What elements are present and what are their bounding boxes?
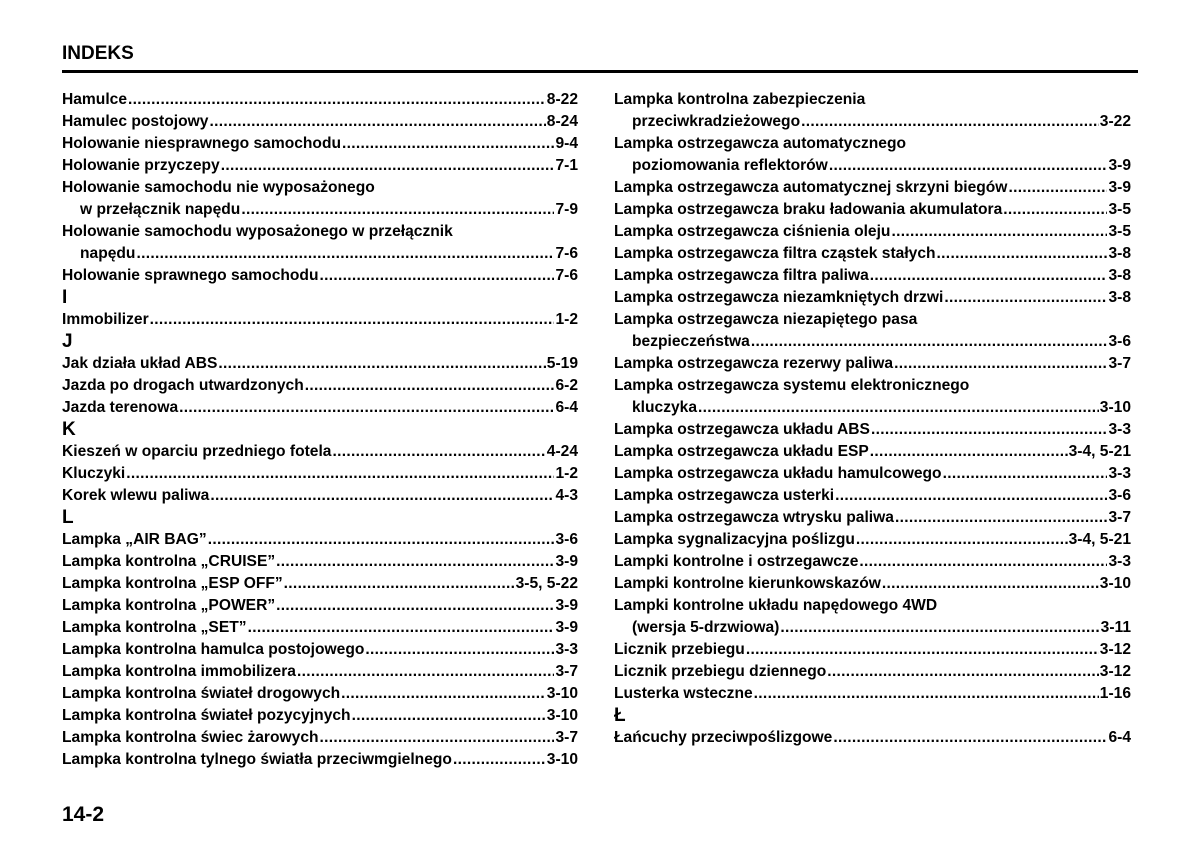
index-entry-text: Lampka kontrolna tylnego światła przeciwmgielnego	[62, 751, 452, 768]
index-entry-page: 3-12	[1099, 641, 1131, 658]
index-entry-text: Lampka ostrzegawcza układu hamulcowego	[614, 465, 942, 482]
index-entry	[62, 727, 578, 749]
index-entry-text: Lampki kontrolne układu napędowego 4WD	[614, 597, 938, 614]
index-entry	[614, 727, 1131, 749]
dot-leader	[221, 155, 555, 177]
index-entry-text: Lampka ostrzegawcza automatycznej skrzyni biegów	[614, 179, 1008, 196]
index-entry-text: Lampka ostrzegawcza braku ładowania akumulatora	[614, 201, 1003, 218]
index-entry	[62, 375, 578, 397]
index-entry	[62, 683, 578, 705]
index-entry-page: 3-5, 5-22	[515, 575, 578, 592]
index-entry-page: 3-10	[1099, 399, 1131, 416]
index-entry	[62, 111, 578, 133]
dot-leader	[305, 375, 555, 397]
index-entry	[614, 551, 1131, 573]
index-entry	[614, 661, 1131, 683]
index-entry	[62, 551, 578, 573]
index-entry-text: Holowanie przyczepy	[62, 157, 220, 174]
dot-leader	[829, 155, 1108, 177]
index-letter-heading	[62, 287, 578, 309]
index-entry-text: Lampka ostrzegawcza wtrysku paliwa	[614, 509, 894, 526]
index-entry-text: Lampka sygnalizacyjna poślizgu	[614, 531, 855, 548]
index-entry-page: 9-4	[555, 135, 578, 152]
index-entry	[62, 441, 578, 463]
index-entry-page: 3-8	[1108, 289, 1131, 306]
index-entry	[614, 683, 1131, 705]
index-entry-text: Lampka ostrzegawcza układu ABS	[614, 421, 870, 438]
index-entry-page: 3-4, 5-21	[1068, 531, 1131, 548]
index-entry-page: 3-10	[1099, 575, 1131, 592]
index-entry-text: Lampka ostrzegawcza rezerwy paliwa	[614, 355, 894, 372]
index-entry	[614, 529, 1131, 551]
dot-leader	[210, 485, 554, 507]
index-entry-page: 3-3	[1108, 553, 1131, 570]
index-entry-text: Lampka kontrolna świec żarowych	[62, 729, 319, 746]
index-entry-page: 7-6	[555, 267, 578, 284]
dot-leader	[698, 397, 1099, 419]
index-entry-text: Holowanie niesprawnego samochodu	[62, 135, 341, 152]
index-entry-text: Kluczyki	[62, 465, 126, 482]
index-letter-heading	[614, 705, 1131, 727]
dot-leader	[276, 551, 554, 573]
index-entry-page: 3-7	[555, 729, 578, 746]
header-rule	[62, 70, 1138, 73]
index-column-right	[614, 89, 1131, 749]
index-entry-page: 3-7	[1108, 355, 1131, 372]
index-entry-page: 3-8	[1108, 267, 1131, 284]
index-entry	[62, 199, 578, 221]
index-entry-text: Lampka „AIR BAG”	[62, 531, 207, 548]
index-entry	[614, 617, 1131, 639]
index-entry	[614, 111, 1131, 133]
index-entry	[614, 177, 1131, 199]
dot-leader	[754, 683, 1099, 705]
index-entry-text: Jak działa układ ABS	[62, 355, 218, 372]
index-entry-text: Korek wlewu paliwa	[62, 487, 210, 504]
index-entry-text: Lampka ostrzegawcza niezamkniętych drzwi	[614, 289, 944, 306]
index-entry-page: 3-10	[546, 707, 578, 724]
dot-leader	[297, 661, 554, 683]
index-entry-page: 7-1	[555, 157, 578, 174]
dot-leader	[833, 727, 1107, 749]
index-title: INDEKS	[62, 43, 134, 64]
index-entry	[614, 133, 1131, 155]
index-entry-text: Kieszeń w oparciu przedniego fotela	[62, 443, 332, 460]
index-entry	[614, 265, 1131, 287]
index-entry-text: Lampka ostrzegawcza filtra cząstek stałych	[614, 245, 936, 262]
dot-leader	[342, 133, 554, 155]
index-entry-page: 1-2	[555, 311, 578, 328]
index-entry	[614, 639, 1131, 661]
index-entry-text: kluczyka	[632, 399, 698, 416]
index-entry-page: 3-9	[555, 619, 578, 636]
index-entry-page: 8-24	[546, 113, 578, 130]
index-entry	[614, 89, 1131, 111]
dot-leader	[136, 243, 554, 265]
index-entry-text: K	[62, 419, 76, 440]
index-entry-text: napędu	[80, 245, 136, 262]
index-entry	[62, 595, 578, 617]
index-entry-text: Lampka kontrolna „SET”	[62, 619, 247, 636]
dot-leader	[179, 397, 554, 419]
index-entry-text: Lampka kontrolna hamulca postojowego	[62, 641, 365, 658]
index-entry-text: (wersja 5-drzwiowa)	[632, 619, 780, 636]
index-entry-text: Lampka ostrzegawcza systemu elektronicznego	[614, 377, 970, 394]
index-entry	[614, 463, 1131, 485]
index-entry	[62, 705, 578, 727]
index-entry	[62, 177, 578, 199]
index-entry-page: 1-2	[555, 465, 578, 482]
index-entry	[614, 221, 1131, 243]
dot-leader	[856, 529, 1068, 551]
index-entry-page: 3-9	[555, 553, 578, 570]
index-entry-text: bezpieczeństwa	[632, 333, 750, 350]
index-entry-text: Lampka kontrolna immobilizera	[62, 663, 296, 680]
index-entry-text: Lampka ostrzegawcza układu ESP	[614, 443, 869, 460]
dot-leader	[126, 463, 554, 485]
index-entry-text: Hamulce	[62, 91, 128, 108]
index-entry-page: 8-22	[546, 91, 578, 108]
index-entry	[62, 89, 578, 111]
index-entry	[614, 595, 1131, 617]
index-entry-page: 3-11	[1100, 619, 1131, 636]
index-letter-heading	[62, 507, 578, 529]
index-entry	[614, 309, 1131, 331]
dot-leader	[859, 551, 1107, 573]
index-entry-text: poziomowania reflektorów	[632, 157, 828, 174]
index-entry-page: 3-8	[1108, 245, 1131, 262]
dot-leader	[341, 683, 546, 705]
dot-leader	[801, 111, 1099, 133]
index-entry-text: I	[62, 287, 68, 308]
dot-leader	[218, 353, 545, 375]
dot-leader	[453, 749, 546, 771]
index-entry	[62, 463, 578, 485]
index-entry	[614, 199, 1131, 221]
index-entry-page: 4-24	[546, 443, 578, 460]
dot-leader	[937, 243, 1108, 265]
index-entry-text: Lampka kontrolna świateł drogowych	[62, 685, 341, 702]
index-entry-text: Holowanie samochodu wyposażonego w przełącznik	[62, 223, 453, 240]
dot-leader	[332, 441, 545, 463]
index-entry-page: 3-10	[546, 685, 578, 702]
index-entry-page: 4-3	[555, 487, 578, 504]
index-entry-text: J	[62, 331, 73, 352]
index-entry	[62, 617, 578, 639]
dot-leader	[1008, 177, 1107, 199]
index-entry-text: przeciwkradzieżowego	[632, 113, 801, 130]
index-entry	[614, 573, 1131, 595]
index-entry	[614, 485, 1131, 507]
index-entry	[62, 265, 578, 287]
index-column-left	[62, 89, 578, 771]
index-entry	[614, 507, 1131, 529]
index-entry	[62, 309, 578, 331]
index-entry-page: 3-7	[1108, 509, 1131, 526]
dot-leader	[835, 485, 1107, 507]
index-entry	[614, 419, 1131, 441]
dot-leader	[209, 111, 545, 133]
dot-leader	[780, 617, 1099, 639]
index-letter-heading	[62, 419, 578, 441]
dot-leader	[870, 441, 1068, 463]
index-entry-text: Łańcuchy przeciwpoślizgowe	[614, 729, 833, 746]
index-entry-page: 3-6	[1108, 487, 1131, 504]
index-entry-page: 3-10	[546, 751, 578, 768]
index-entry-text: Lampka ostrzegawcza niezapiętego pasa	[614, 311, 918, 328]
index-entry-text: Lampka ostrzegawcza usterki	[614, 487, 835, 504]
index-entry	[614, 441, 1131, 463]
index-entry	[62, 485, 578, 507]
index-entry-text: Jazda terenowa	[62, 399, 179, 416]
dot-leader	[241, 199, 554, 221]
index-entry-page: 3-6	[1108, 333, 1131, 350]
dot-leader	[284, 573, 515, 595]
index-entry-page: 3-4, 5-21	[1068, 443, 1131, 460]
index-entry-page: 3-5	[1108, 223, 1131, 240]
index-entry	[614, 331, 1131, 353]
index-entry	[62, 353, 578, 375]
index-entry-text: Immobilizer	[62, 311, 149, 328]
index-entry-page: 3-9	[555, 597, 578, 614]
dot-leader	[751, 331, 1108, 353]
dot-leader	[150, 309, 555, 331]
index-entry-page: 1-16	[1099, 685, 1131, 702]
index-entry	[62, 133, 578, 155]
dot-leader	[882, 573, 1099, 595]
index-entry-text: Holowanie sprawnego samochodu	[62, 267, 319, 284]
dot-leader	[352, 705, 546, 727]
index-entry-text: Lampka kontrolna zabezpieczenia	[614, 91, 866, 108]
index-entry-page: 7-6	[555, 245, 578, 262]
dot-leader	[827, 661, 1099, 683]
index-entry-page: 6-4	[555, 399, 578, 416]
index-entry-page: 3-22	[1099, 113, 1131, 130]
index-entry-text: Lampka ostrzegawcza automatycznego	[614, 135, 907, 152]
index-entry	[62, 573, 578, 595]
index-entry-text: Lampka ostrzegawcza filtra paliwa	[614, 267, 869, 284]
index-entry-page: 3-3	[555, 641, 578, 658]
index-entry-page: 3-12	[1099, 663, 1131, 680]
index-entry	[614, 287, 1131, 309]
index-entry	[62, 529, 578, 551]
dot-leader	[943, 463, 1108, 485]
index-entry	[62, 243, 578, 265]
index-entry	[614, 375, 1131, 397]
dot-leader	[871, 419, 1108, 441]
index-entry-text: Lampka ostrzegawcza ciśnienia oleju	[614, 223, 891, 240]
dot-leader	[319, 265, 554, 287]
dot-leader	[894, 353, 1107, 375]
index-entry-text: Lampki kontrolne kierunkowskazów	[614, 575, 881, 592]
index-entry-text: Lampka kontrolna „CRUISE”	[62, 553, 276, 570]
index-entry	[62, 397, 578, 419]
index-entry-text: Licznik przebiegu dziennego	[614, 663, 827, 680]
dot-leader	[208, 529, 555, 551]
index-entry-text: Ł	[614, 705, 626, 726]
index-entry-page: 3-3	[1108, 421, 1131, 438]
index-entry	[614, 243, 1131, 265]
dot-leader	[895, 507, 1108, 529]
index-entry-text: Lampka kontrolna świateł pozycyjnych	[62, 707, 351, 724]
dot-leader	[365, 639, 554, 661]
index-entry-page: 6-2	[555, 377, 578, 394]
dot-leader	[320, 727, 555, 749]
index-entry	[614, 353, 1131, 375]
index-entry-page: 3-5	[1108, 201, 1131, 218]
dot-leader	[944, 287, 1107, 309]
index-letter-heading	[62, 331, 578, 353]
index-entry	[62, 221, 578, 243]
index-entry-text: Licznik przebiegu	[614, 641, 745, 658]
index-entry-text: Lampka kontrolna „POWER”	[62, 597, 276, 614]
index-entry	[614, 155, 1131, 177]
index-entry-text: Holowanie samochodu nie wyposażonego	[62, 179, 375, 196]
dot-leader	[870, 265, 1108, 287]
dot-leader	[746, 639, 1099, 661]
dot-leader	[1003, 199, 1107, 221]
index-entry	[62, 749, 578, 771]
index-entry-text: L	[62, 507, 74, 528]
index-entry-page: 5-19	[546, 355, 578, 372]
dot-leader	[891, 221, 1107, 243]
index-entry-page: 3-9	[1108, 157, 1131, 174]
dot-leader	[248, 617, 555, 639]
page-number: 14-2	[62, 803, 105, 826]
dot-leader	[128, 89, 546, 111]
index-entry	[62, 639, 578, 661]
index-entry-page: 3-7	[555, 663, 578, 680]
index-entry-text: Lampki kontrolne i ostrzegawcze	[614, 553, 859, 570]
index-entry	[614, 397, 1131, 419]
index-entry	[62, 155, 578, 177]
index-entry-page: 7-9	[555, 201, 578, 218]
index-entry-text: Lampka kontrolna „ESP OFF”	[62, 575, 283, 592]
index-entry-page: 3-9	[1108, 179, 1131, 196]
index-entry-page: 6-4	[1108, 729, 1131, 746]
index-entry-page: 3-6	[555, 531, 578, 548]
index-entry-page: 3-3	[1108, 465, 1131, 482]
index-entry-text: w przełącznik napędu	[80, 201, 241, 218]
index-entry	[62, 661, 578, 683]
dot-leader	[276, 595, 554, 617]
index-entry-text: Lusterka wsteczne	[614, 685, 753, 702]
index-entry-text: Hamulec postojowy	[62, 113, 209, 130]
index-entry-text: Jazda po drogach utwardzonych	[62, 377, 304, 394]
